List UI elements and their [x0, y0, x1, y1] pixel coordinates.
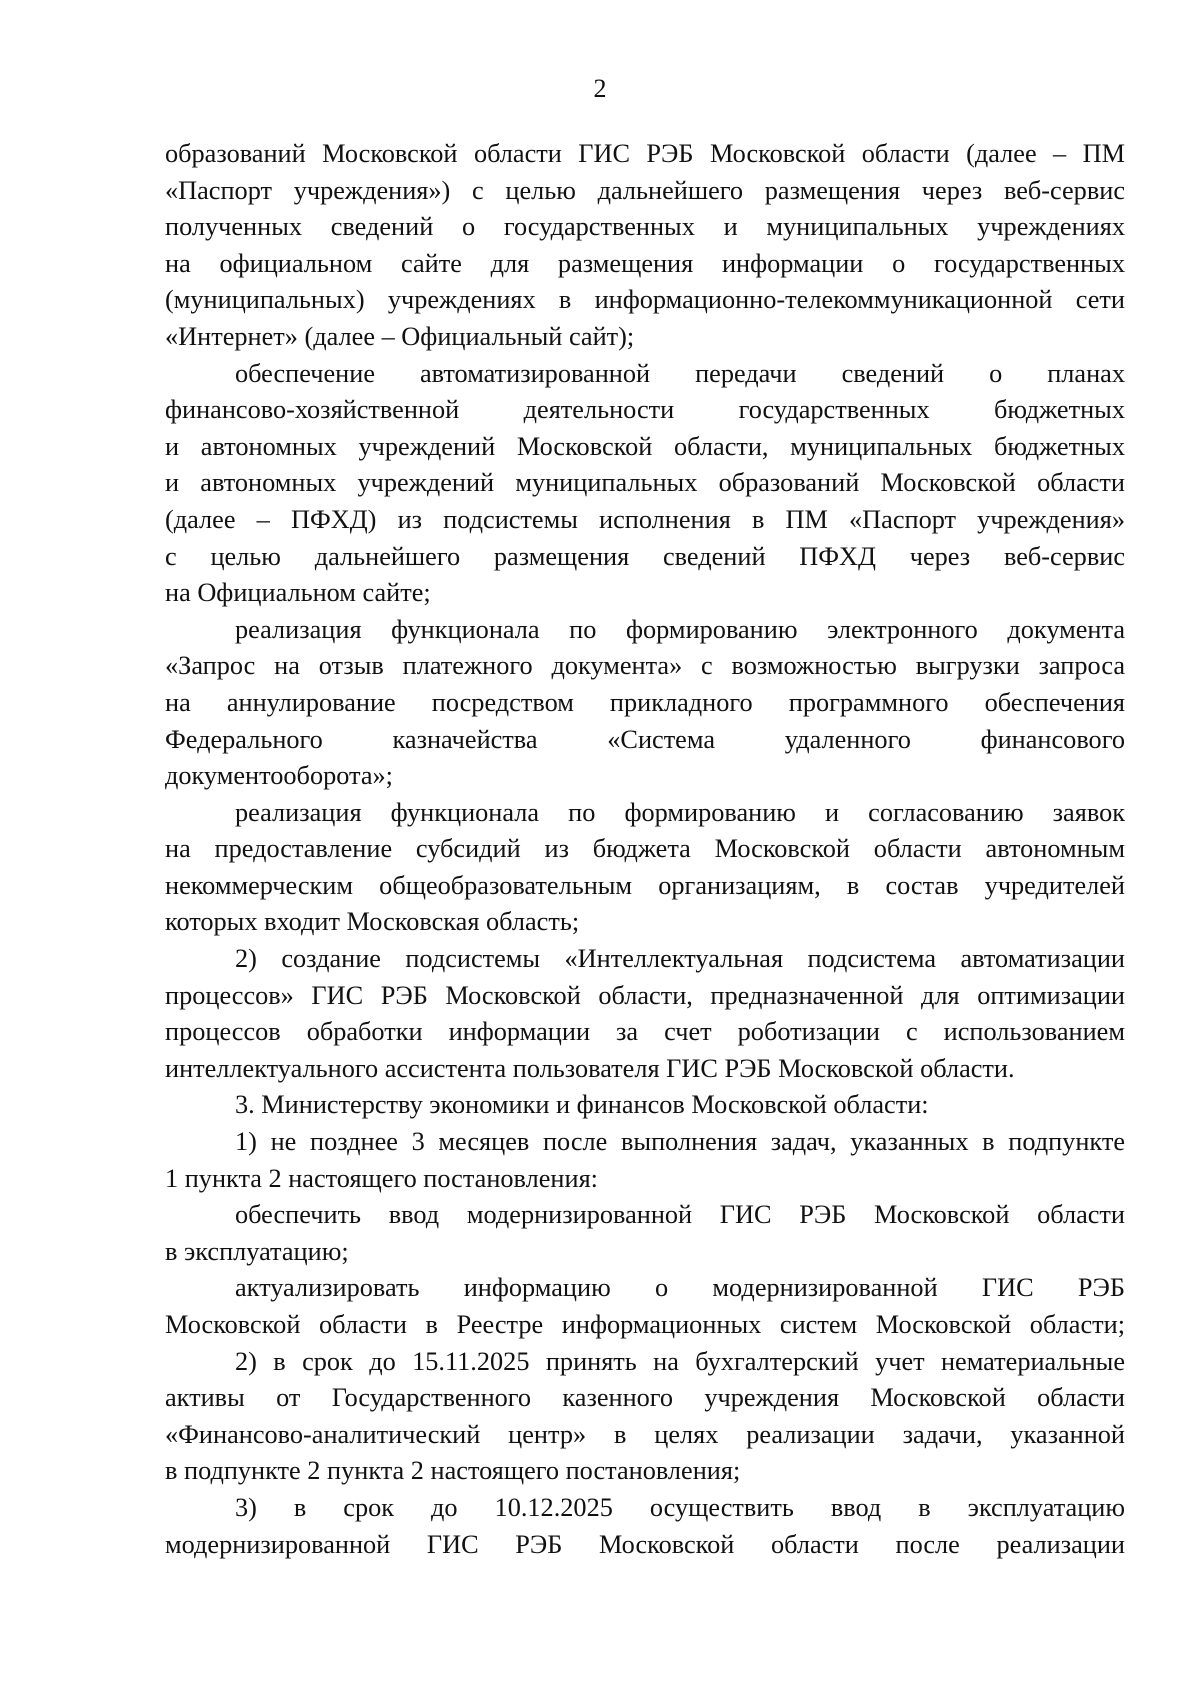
text-line: и автономных учреждений муниципальных образований Московской области — [165, 468, 1125, 498]
text-line: полученных сведений о государственных и муниципальных учреждениях — [165, 212, 1125, 242]
text-line: 3. Министерству экономики и финансов Московской области: — [235, 1090, 929, 1120]
text-line: реализация функционала по формированию электронного документа — [235, 614, 1125, 644]
text-line: (далее – ПФХД) из подсистемы исполнения в ПМ «Паспорт учреждения» — [165, 504, 1125, 534]
text-line: которых входит Московская область; — [165, 907, 580, 937]
text-line: образований Московской области ГИС РЭБ Московской области (далее – ПМ — [165, 139, 1125, 168]
text-line: 1 пункта 2 настоящего постановления: — [165, 1163, 598, 1193]
text-line: 2) в срок до 15.11.2025 принять на бухгалтерский учет нематериальные — [235, 1346, 1125, 1376]
text-line: активы от Государственного казенного учреждения Московской области — [165, 1383, 1125, 1413]
page-number: 2 — [593, 74, 607, 103]
text-line: 1) не позднее 3 месяцев после выполнения задач, указанных в подпункте — [235, 1127, 1125, 1157]
text-line: Московской области в Реестре информационных систем Московской области; — [165, 1310, 1125, 1339]
text-line: в подпункте 2 пункта 2 настоящего постановления; — [165, 1456, 741, 1486]
text-line: на аннулирование посредством прикладного программного обеспечения — [165, 687, 1125, 717]
text-line: в эксплуатацию; — [165, 1236, 349, 1266]
text-line: интеллектуального ассистента пользователя ГИС РЭБ Московской области. — [165, 1053, 1015, 1083]
text-line: на Официальном сайте; — [165, 578, 431, 608]
text-line: процессов» ГИС РЭБ Московской области, предназначенной для оптимизации — [165, 980, 1125, 1010]
text-line: актуализировать информацию о модернизированной ГИС РЭБ — [235, 1273, 1125, 1303]
text-line: на предоставление субсидий из бюджета Московской области автономным — [165, 834, 1125, 864]
text-line: «Финансово-аналитический центр» в целях реализации задачи, указанной — [165, 1419, 1125, 1449]
text-line: реализация функционала по формированию и согласованию заявок — [235, 797, 1125, 827]
text-line: некоммерческим общеобразовательным организациям, в состав учредителей — [165, 870, 1125, 900]
text-line: финансово-хозяйственной деятельности государственных бюджетных — [165, 395, 1125, 425]
text-line: «Паспорт учреждения») с целью дальнейшего размещения через веб-сервис — [165, 175, 1125, 205]
text-line: на официальном сайте для размещения информации о государственных — [165, 248, 1125, 278]
text-line: с целью дальнейшего размещения сведений ПФХД через веб-сервис — [165, 541, 1125, 571]
text-line: (муниципальных) учреждениях в информационно-телекоммуникационной сети — [165, 285, 1125, 315]
text-line: «Запрос на отзыв платежного документа» с возможностью выгрузки запроса — [165, 651, 1125, 681]
text-line: модернизированной ГИС РЭБ Московской области после реализации — [165, 1529, 1125, 1559]
text-line: «Интернет» (далее – Официальный сайт); — [165, 321, 635, 351]
text-line: обеспечить ввод модернизированной ГИС РЭБ Московской области — [235, 1200, 1125, 1230]
text-line: 2) создание подсистемы «Интеллектуальная подсистема автоматизации — [235, 944, 1125, 974]
text-line: процессов обработки информации за счет роботизации с использованием — [165, 1017, 1125, 1047]
text-line: Федерального казначейства «Система удаленного финансового — [165, 724, 1125, 754]
document-body — [165, 136, 1125, 1563]
text-line: обеспечение автоматизированной передачи сведений о планах — [235, 358, 1125, 388]
text-line: 3) в срок до 10.12.2025 осуществить ввод в эксплуатацию — [235, 1492, 1125, 1522]
text-line: документооборота»; — [165, 761, 393, 791]
text-line: и автономных учреждений Московской области, муниципальных бюджетных — [165, 431, 1125, 461]
